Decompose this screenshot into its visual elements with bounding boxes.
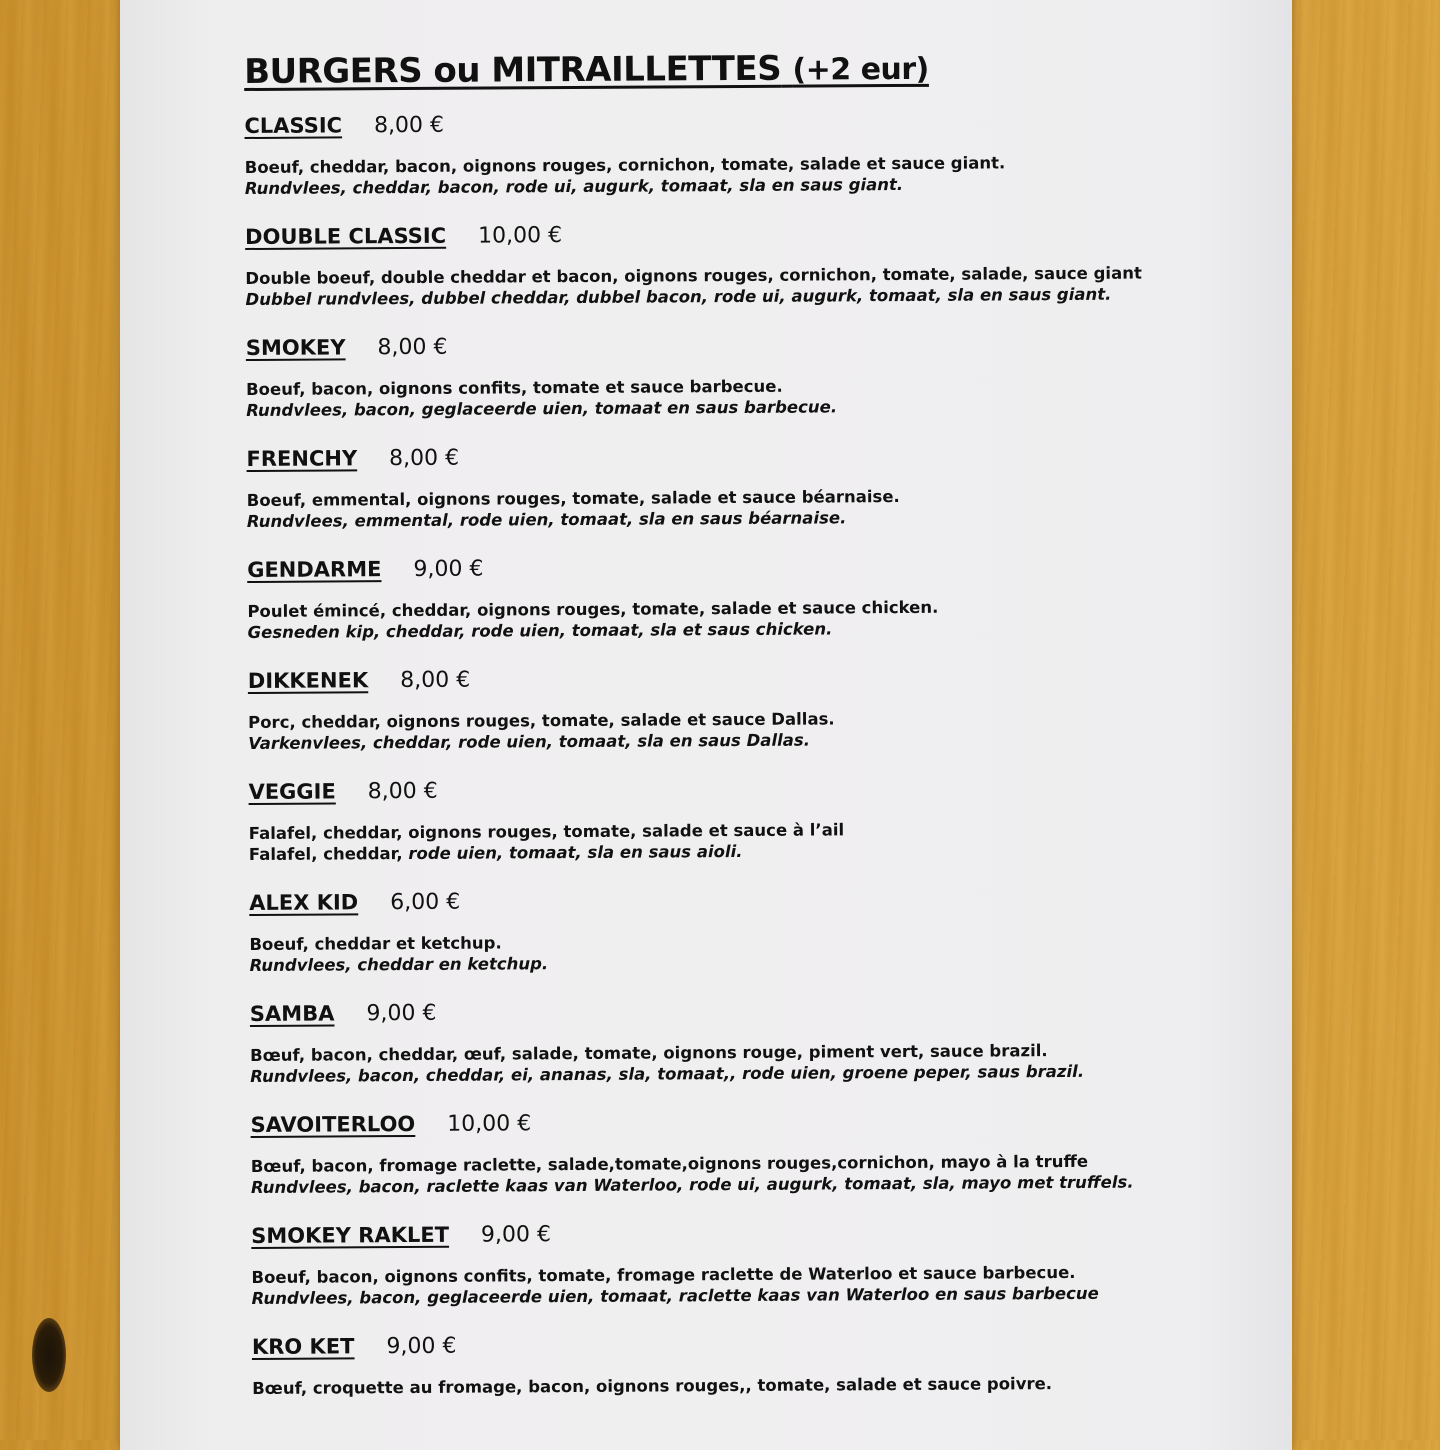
item-description-fr: Bœuf, croquette au fromage, bacon, oignons rouges,, tomate, salade et sauce poivre. [252, 1374, 1053, 1398]
menu-item-gendarme [247, 552, 1188, 669]
item-description-nl [249, 838, 1189, 865]
item-description-fr: Bœuf, bacon, fromage raclette, salade,tomate,oignons rouges,cornichon, mayo à la truffe [250, 1151, 1089, 1176]
item-description-nl: Rundvlees, bacon, cheddar, ei, ananas, sla, tomaat,, rode uien, groene peper, saus brazil. [250, 1061, 1085, 1086]
menu-item-classic [244, 108, 1185, 225]
item-description-nl-plain: Falafel, cheddar, [248, 844, 409, 864]
item-description-nl: Rundvlees, bacon, raclette kaas van Waterloo, rode ui, augurk, tomaat, sla, mayo met truffels. [250, 1172, 1134, 1197]
item-description-fr: Bœuf, bacon, cheddar, œuf, salade, tomate, oignons rouge, piment vert, sauce brazil. [250, 1041, 1048, 1065]
menu-item-dikkenek [248, 663, 1189, 780]
item-price: 10,00 € [447, 1111, 532, 1137]
item-price: 8,00 € [377, 334, 448, 361]
item-name: KRO KET [251, 1334, 355, 1359]
menu-item-samba [250, 996, 1191, 1113]
item-description-fr: Boeuf, cheddar et ketchup. [249, 933, 502, 954]
item-price: 8,00 € [389, 445, 460, 472]
menu-item-veggie [248, 774, 1189, 891]
item-name: DIKKENEK [247, 668, 369, 693]
item-name: SAVOITERLOO [250, 1111, 416, 1137]
item-price: 10,00 € [478, 223, 563, 249]
item-description-fr: Double boeuf, double cheddar et bacon, oignons rouges, cornichon, tomate, salade, sauce giant [245, 263, 1142, 288]
item-name: SMOKEY RAKLET [251, 1222, 450, 1248]
item-price: 6,00 € [390, 889, 461, 916]
item-price: 8,00 € [367, 778, 438, 805]
item-description-nl: Rundvlees, cheddar, bacon, rode ui, augurk, tomaat, sla en saus giant. [244, 174, 904, 198]
item-description-nl: Rundvlees, emmental, rode uien, tomaat, sla en saus béarnaise. [246, 508, 847, 531]
menu-title-supplement: (+2 eur) [792, 51, 929, 88]
menu-item-frenchy [246, 441, 1187, 558]
item-description-nl-italic: rode uien, tomaat, sla en saus aioli. [408, 841, 743, 864]
item-name: CLASSIC [244, 113, 343, 138]
menu-item-alex-kid [249, 885, 1190, 1002]
item-description-fr: Boeuf, bacon, oignons confits, tomate, fromage raclette de Waterloo et sauce barbecue. [251, 1262, 1076, 1287]
item-name: FRENCHY [246, 446, 358, 471]
item-name: ALEX KID [249, 890, 359, 915]
menu-item-double-classic [245, 219, 1186, 336]
menu-title-text: BURGERS ou MITRAILLETTES [244, 48, 782, 92]
menu-item-savoiterloo [250, 1107, 1191, 1224]
item-description-nl: Rundvlees, bacon, geglaceerde uien, tomaat, raclette kaas van Waterloo en saus barbecue [251, 1283, 1099, 1308]
item-price: 8,00 € [373, 112, 445, 139]
item-name: VEGGIE [248, 779, 336, 804]
item-name: GENDARME [247, 557, 382, 582]
menu-content [244, 46, 1192, 1446]
item-name: SAMBA [249, 1001, 335, 1026]
item-description-nl: Rundvlees, cheddar en ketchup. [249, 954, 549, 975]
item-price: 9,00 € [480, 1222, 552, 1248]
item-price: 9,00 € [386, 1333, 457, 1360]
item-name: DOUBLE CLASSIC [245, 223, 447, 249]
item-description-nl: Varkenvlees, cheddar, rode uien, tomaat, sla en saus Dallas. [248, 730, 811, 753]
item-price: 8,00 € [400, 667, 471, 694]
item-description-nl: Gesneden kip, cheddar, rode uien, tomaat, sla et saus chicken. [247, 619, 833, 642]
menu-title [244, 46, 1184, 92]
item-description-fr: Boeuf, bacon, oignons confits, tomate et sauce barbecue. [246, 376, 783, 399]
item-description-fr: Falafel, cheddar, oignons rouges, tomate, salade et sauce à l’ail [248, 820, 845, 843]
menu-item-smokey [246, 330, 1187, 447]
item-description-nl: Rundvlees, bacon, geglaceerde uien, tomaat en saus barbecue. [246, 397, 838, 420]
item-name: SMOKEY [245, 335, 346, 360]
item-description-fr: Poulet émincé, cheddar, oignons rouges, tomate, salade et sauce chicken. [247, 597, 939, 621]
item-description-nl: Dubbel rundvlees, dubbel cheddar, dubbel bacon, rode ui, augurk, tomaat, sla en saus giant. [245, 284, 1112, 309]
menu-item-kro-ket [252, 1329, 1193, 1446]
wood-knot [32, 1318, 66, 1392]
item-description-fr: Boeuf, emmental, oignons rouges, tomate, salade et sauce béarnaise. [246, 487, 900, 510]
item-price: 9,00 € [366, 1000, 437, 1027]
item-description-fr: Boeuf, cheddar, bacon, oignons rouges, cornichon, tomate, salade et sauce giant. [244, 153, 1006, 177]
item-price: 9,00 € [413, 556, 484, 582]
menu-item-smokey-raklet [251, 1218, 1192, 1335]
item-description-fr: Porc, cheddar, oignons rouges, tomate, salade et sauce Dallas. [248, 709, 835, 732]
